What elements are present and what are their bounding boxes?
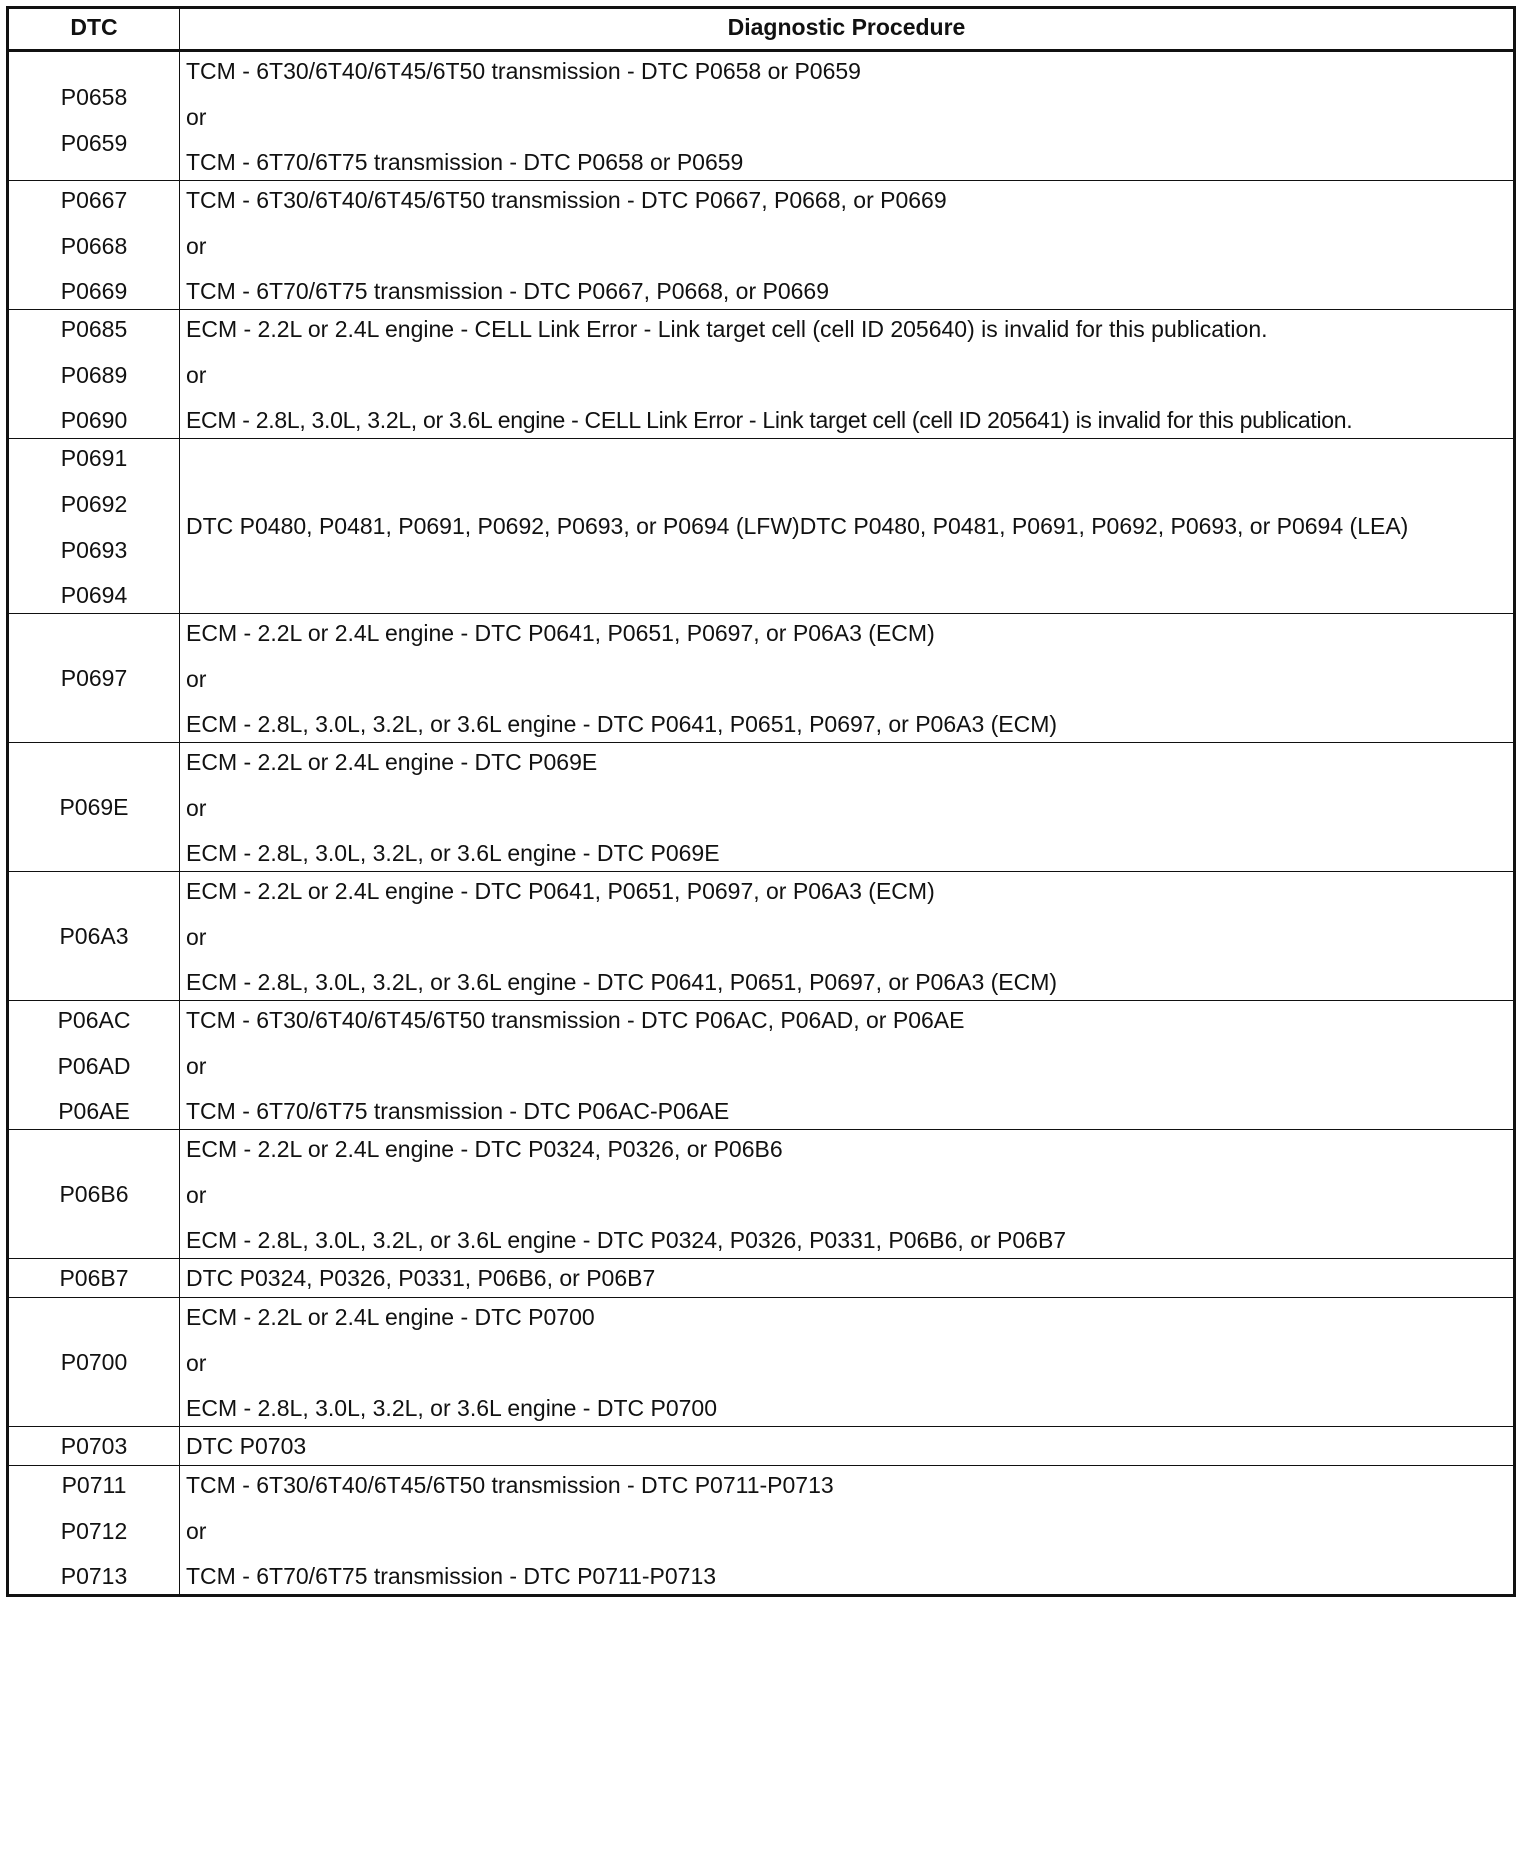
procedure-line: or xyxy=(186,924,207,950)
dtc-column-header: DTC xyxy=(8,8,180,51)
dtc-cell xyxy=(8,1298,180,1427)
dtc-code: P0703 xyxy=(60,1433,128,1459)
dtc-code: P06B7 xyxy=(59,1265,129,1291)
dtc-code: P06A3 xyxy=(59,923,129,949)
procedure-line: TCM - 6T30/6T40/6T45/6T50 transmission - DTC P0658 or P0659 xyxy=(186,58,861,84)
dtc-code: P0690 xyxy=(60,407,128,433)
procedure-line: TCM - 6T30/6T40/6T45/6T50 transmission - DTC P0711-P0713 xyxy=(186,1472,834,1498)
procedure-cell xyxy=(180,439,1515,614)
procedure-line: or xyxy=(186,1182,207,1208)
table-row xyxy=(8,872,1515,1001)
procedure-cell xyxy=(180,181,1515,310)
procedure-line: DTC P0324, P0326, P0331, P06B6, or P06B7 xyxy=(186,1265,656,1291)
table-row xyxy=(8,1466,1515,1596)
dtc-cell xyxy=(8,1259,180,1298)
dtc-cell xyxy=(8,181,180,310)
procedure-cell xyxy=(180,1130,1515,1259)
procedure-line: ECM - 2.2L or 2.4L engine - DTC P069E xyxy=(186,749,598,775)
table-row xyxy=(8,181,1515,310)
procedure-line: ECM - 2.8L, 3.0L, 3.2L, or 3.6L engine - CELL Link Error - Link target cell (cell ID 205641) is invalid for this publication. xyxy=(186,407,1353,433)
dtc-code: P0659 xyxy=(60,130,128,156)
table-row xyxy=(8,51,1515,181)
procedure-line: TCM - 6T30/6T40/6T45/6T50 transmission - DTC P06AC, P06AD, or P06AE xyxy=(186,1007,965,1033)
dtc-cell xyxy=(8,1427,180,1466)
dtc-code: P0668 xyxy=(60,233,128,259)
procedure-line: or xyxy=(186,104,207,130)
dtc-code: P0689 xyxy=(60,362,128,388)
dtc-code: P0669 xyxy=(60,278,128,304)
table-row xyxy=(8,743,1515,872)
dtc-cell xyxy=(8,743,180,872)
dtc-code: P0697 xyxy=(60,665,128,691)
procedure-cell xyxy=(180,51,1515,181)
procedure-line: ECM - 2.2L or 2.4L engine - DTC P0700 xyxy=(186,1304,595,1330)
procedure-line: DTC P0480, P0481, P0691, P0692, P0693, or P0694 (LFW)DTC P0480, P0481, P0691, P0692, P0693, or P0694 (LEA) xyxy=(186,513,1409,539)
dtc-code: P0700 xyxy=(60,1349,128,1375)
procedure-line: TCM - 6T30/6T40/6T45/6T50 transmission - DTC P0667, P0668, or P0669 xyxy=(186,187,947,213)
procedure-line: TCM - 6T70/6T75 transmission - DTC P0658 or P0659 xyxy=(186,149,744,175)
table-header-row xyxy=(8,8,1515,51)
procedure-line: TCM - 6T70/6T75 transmission - DTC P06AC-P06AE xyxy=(186,1098,730,1124)
procedure-line: or xyxy=(186,362,207,388)
procedure-line: ECM - 2.8L, 3.0L, 3.2L, or 3.6L engine - DTC P0700 xyxy=(186,1395,717,1421)
dtc-code: P0694 xyxy=(60,582,128,608)
dtc-code: P0713 xyxy=(60,1563,128,1589)
procedure-cell xyxy=(180,1466,1515,1596)
procedure-line: ECM - 2.8L, 3.0L, 3.2L, or 3.6L engine - DTC P0324, P0326, P0331, P06B6, or P06B7 xyxy=(186,1227,1067,1253)
procedure-line: ECM - 2.8L, 3.0L, 3.2L, or 3.6L engine - DTC P0641, P0651, P0697, or P06A3 (ECM) xyxy=(186,969,1058,995)
dtc-cell xyxy=(8,614,180,743)
table-row xyxy=(8,1001,1515,1130)
procedure-line: ECM - 2.8L, 3.0L, 3.2L, or 3.6L engine - DTC P069E xyxy=(186,840,720,866)
dtc-cell xyxy=(8,872,180,1001)
procedure-cell xyxy=(180,1427,1515,1466)
procedure-line: or xyxy=(186,1053,207,1079)
dtc-cell xyxy=(8,1130,180,1259)
procedure-line: or xyxy=(186,666,207,692)
procedure-line: ECM - 2.8L, 3.0L, 3.2L, or 3.6L engine - DTC P0641, P0651, P0697, or P06A3 (ECM) xyxy=(186,711,1058,737)
table-row xyxy=(8,1130,1515,1259)
dtc-cell xyxy=(8,439,180,614)
dtc-code: P06AC xyxy=(57,1007,131,1033)
table-row xyxy=(8,439,1515,614)
procedure-line: or xyxy=(186,1518,207,1544)
dtc-code: P0667 xyxy=(60,187,128,213)
dtc-table xyxy=(6,6,1516,1597)
dtc-code: P06AD xyxy=(57,1053,131,1079)
dtc-cell xyxy=(8,1466,180,1596)
dtc-code: P0693 xyxy=(60,537,128,563)
dtc-cell xyxy=(8,51,180,181)
dtc-code: P0712 xyxy=(60,1518,128,1544)
procedure-column-header: Diagnostic Procedure xyxy=(180,8,1515,51)
procedure-cell xyxy=(180,743,1515,872)
dtc-code: P06B6 xyxy=(59,1181,129,1207)
dtc-cell xyxy=(8,310,180,439)
procedure-line: DTC P0703 xyxy=(186,1433,307,1459)
dtc-procedure-sheet xyxy=(6,6,1513,1597)
dtc-code: P0711 xyxy=(61,1472,127,1498)
procedure-line: TCM - 6T70/6T75 transmission - DTC P0711-P0713 xyxy=(186,1563,717,1589)
table-row xyxy=(8,310,1515,439)
dtc-code: P0658 xyxy=(60,84,128,110)
procedure-line: ECM - 2.2L or 2.4L engine - DTC P0641, P0651, P0697, or P06A3 (ECM) xyxy=(186,878,935,904)
dtc-code: P0685 xyxy=(60,316,128,342)
procedure-cell xyxy=(180,310,1515,439)
dtc-code: P06AE xyxy=(58,1098,130,1124)
table-row xyxy=(8,1259,1515,1298)
procedure-line: TCM - 6T70/6T75 transmission - DTC P0667, P0668, or P0669 xyxy=(186,278,830,304)
procedure-line: ECM - 2.2L or 2.4L engine - CELL Link Error - Link target cell (cell ID 205640) is invalid for this publication. xyxy=(186,316,1268,342)
procedure-line: or xyxy=(186,1350,207,1376)
procedure-line: or xyxy=(186,795,207,821)
procedure-cell xyxy=(180,614,1515,743)
dtc-code: P0691 xyxy=(60,445,128,471)
procedure-cell xyxy=(180,1259,1515,1298)
procedure-line: or xyxy=(186,233,207,259)
table-row xyxy=(8,1427,1515,1466)
procedure-line: ECM - 2.2L or 2.4L engine - DTC P0324, P0326, or P06B6 xyxy=(186,1136,783,1162)
procedure-cell xyxy=(180,1001,1515,1130)
table-row xyxy=(8,614,1515,743)
dtc-cell xyxy=(8,1001,180,1130)
table-row xyxy=(8,1298,1515,1427)
procedure-cell xyxy=(180,872,1515,1001)
procedure-cell xyxy=(180,1298,1515,1427)
dtc-code: P0692 xyxy=(60,491,128,517)
dtc-code: P069E xyxy=(59,794,129,820)
procedure-line: ECM - 2.2L or 2.4L engine - DTC P0641, P0651, P0697, or P06A3 (ECM) xyxy=(186,620,935,646)
